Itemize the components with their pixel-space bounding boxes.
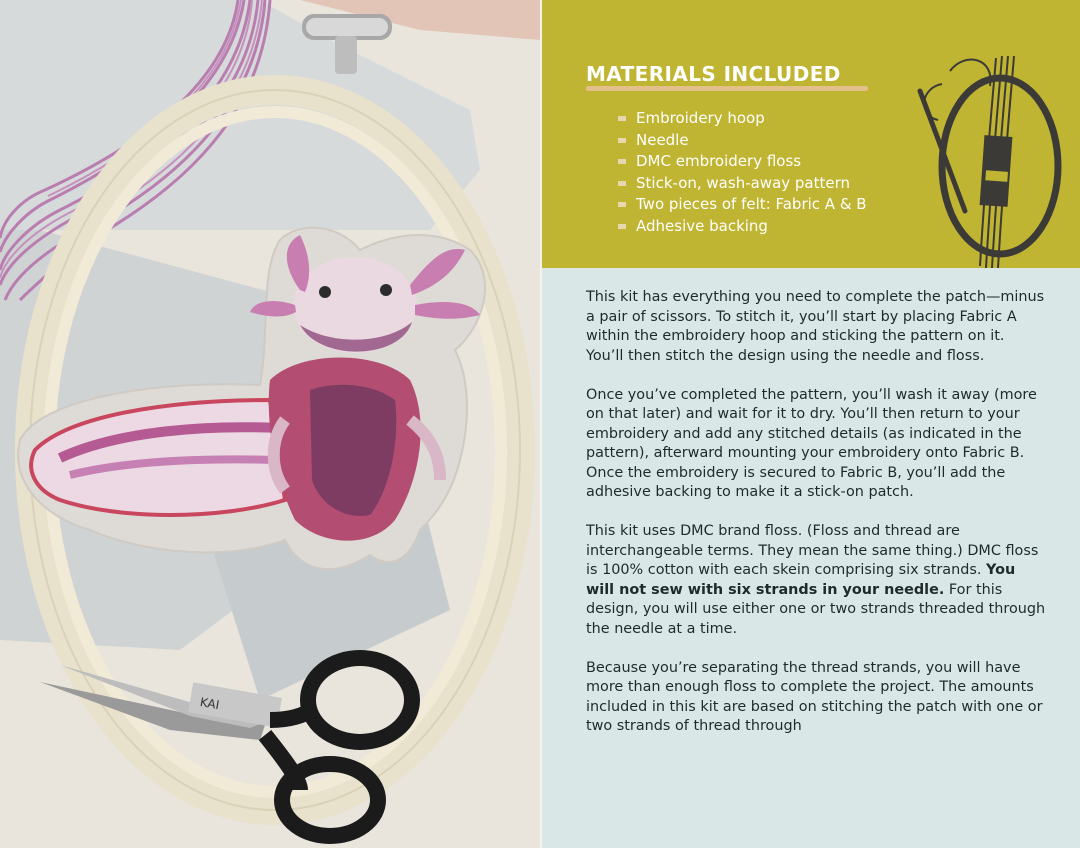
bullet-icon — [618, 181, 626, 186]
list-item: DMC embroidery floss — [618, 151, 867, 173]
warning-bold: You will not sew with six strands in your needle. — [586, 562, 1016, 598]
bullet-icon — [618, 159, 626, 164]
list-item: Embroidery hoop — [618, 108, 867, 130]
axolotl-eye-left — [319, 286, 331, 298]
materials-list — [618, 108, 867, 238]
materials-title: MATERIALS INCLUDED — [586, 62, 841, 86]
instructions-text — [586, 288, 1046, 756]
paragraph-floss: This kit uses DMC brand floss. (Floss and thread are interchangeable terms. They mean the same thing.) DMC floss is 100% cotton with each skein comprising six strands. You will not sew with six strands in your needle. For this design, you will use either one or two strands threaded through the needle at a time. — [586, 523, 1046, 637]
title-underline — [586, 86, 868, 91]
paragraph-intro: This kit has everything you need to complete the patch—minus a pair of scissors. To stitch it, you’ll start by placing Fabric A within the embroidery hoop and sticking the pattern on it. You’ll then stitch the design using the needle and floss. — [586, 289, 1045, 364]
list-item: Stick-on, wash-away pattern — [618, 173, 867, 195]
needle-and-floss-icon — [910, 46, 1070, 276]
bullet-icon — [618, 138, 626, 143]
paragraph-process: Once you’ve completed the pattern, you’ll wash it away (more on that later) and wait for it to dry. You’ll then return to your embroidery and add any stitched details (as indicated in the pattern), afterward mounting your embroidery onto Fabric B. Once the embroidery is secured to Fabric B, you’ll add the adhesive backing to make it a stick-on patch. — [586, 386, 1037, 500]
paragraph-amounts: Because you’re separating the thread strands, you will have more than enough floss to complete the project. The amounts included in this kit are based on stitching the patch with one or two strands of thread through — [586, 659, 1043, 734]
list-item: Two pieces of felt: Fabric A & B — [618, 194, 867, 216]
materials-panel — [542, 0, 1080, 268]
list-item: Adhesive backing — [618, 216, 867, 238]
list-item: Needle — [618, 130, 867, 152]
bullet-icon — [618, 202, 626, 207]
bullet-icon — [618, 116, 626, 121]
bullet-icon — [618, 224, 626, 229]
axolotl-eye-right — [380, 284, 392, 296]
scissors-brand: KAI — [198, 694, 221, 713]
